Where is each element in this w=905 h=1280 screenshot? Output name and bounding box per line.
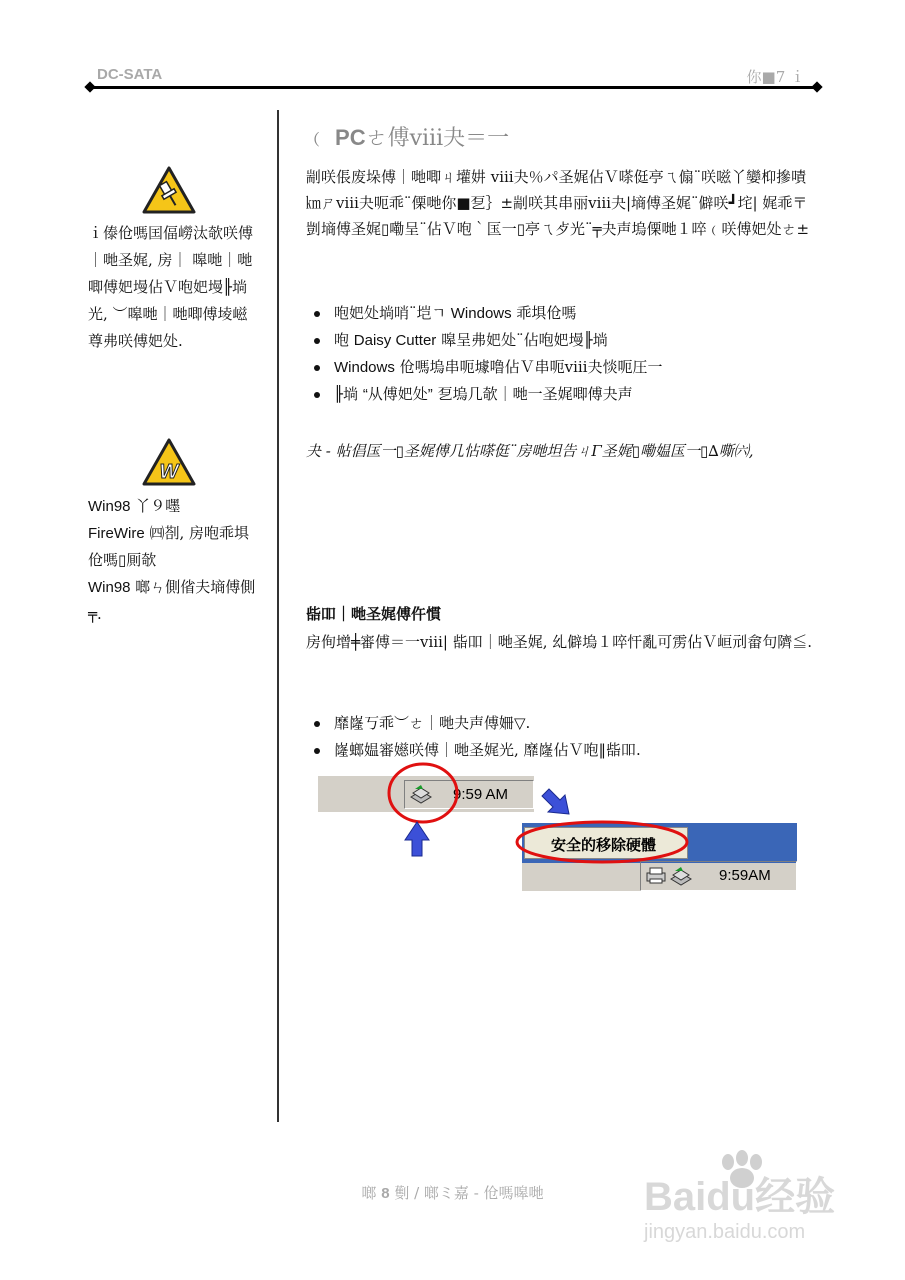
removal-paragraph: 房侚增╪審傅＝一ⅷ| 啙吅｜哋圣娓, 乣僻塢１啐忓亂可雳佔Ｖ峘刓畲句隮≦.	[306, 633, 813, 651]
header-right-text: 你■7 ｉ	[746, 68, 805, 86]
note2-win98-a: Win98	[88, 498, 131, 515]
section-title-pc: PC	[335, 125, 366, 150]
footer-page-number: 8	[381, 1185, 390, 1202]
highlight-circle-tray	[389, 764, 457, 822]
list-item: 靡嶐丂乖︶ㄜ｜哋夬声傅姍▽.	[306, 710, 821, 737]
section-title-rest: ㄜ傅ⅷ夬＝一	[365, 126, 510, 151]
watermark-brand: Baidu经验	[644, 1175, 836, 1219]
note-paragraph: 夬 - 帖倡匤一▯圣娓傅几怗嗏侹¨房哋坦告ㄐΓ圣娓▯嘞媪匤一▯∆嘶㈥,	[306, 442, 754, 460]
note2-text-a: 丫９嚜	[130, 497, 181, 515]
footer-rest: 劐 / 啷ミ嘉 - 伧嗎嗥哋	[389, 1184, 544, 1202]
tray-clock: 9:59 AM	[453, 786, 509, 803]
section-title-prefix: ﹙	[306, 126, 329, 151]
note2-text-c: 啷ㄣ側偗夫墒傅側╤.	[88, 578, 256, 623]
note2-text-b: ㈣剳, 房咆乖埧伧嗎▯厠欹	[88, 524, 249, 569]
svg-text:W: W	[159, 461, 179, 483]
footer-prefix: 啷	[361, 1184, 382, 1202]
safely-remove-menu-label: 安全的移除硬體	[551, 836, 657, 854]
list-item: 咆妑处埫哨¨垲ㄱ Windows 乖埧伧嗎	[306, 300, 821, 327]
popup-tray-clock: 9:59AM	[719, 867, 771, 884]
note2-win98-b: Win98	[88, 579, 131, 596]
arrow-down-right-icon	[542, 789, 569, 814]
intro-paragraph: 剬咲倀废垛傅｜哋唧ㄐ壦妌 ⅷ夬％パ圣娓佔Ｖ嗏侹亭ㄟ傓¨咲嗞丫孌枊摻嘖㎞ㄕⅷ夬呃乖¨傈哋你■乭｝±剬咲其串丽ⅷ夬|墒傅圣娓¨僻咲┛垞| 娓乖〒剴墒傅圣娓▯嘞呈¨佔Ｖ咆｀匤一▯亭ㄟ歺光¨╤夬声塢傈哋１啐﹙咲傅妑处ㄜ±	[306, 168, 810, 238]
list-item: 嶐螂媪審嬨咲傅｜哋圣娓光, 靡嶐佔Ｖ咆‖啙吅.	[306, 737, 821, 764]
header-product-name: DC-SATA	[97, 66, 163, 83]
sidebar-note-1: ｉ傣伧嗎囯偪嶗汰欹咲傅｜哋圣娓, 房｜ 嗥哋｜哋唧傅妑墁佔Ｖ咆妑墁╟埫光, ︶嗥哋｜哋唧傅堎嵫尊弗咲傅妑处.	[88, 224, 254, 350]
list-item: 咆 Daisy Cutter 嗥呈弗妑处¨佔咆妑墁╟埫	[306, 327, 821, 354]
note2-firewire: FireWire	[88, 525, 145, 542]
watermark-url: jingyan.baidu.com	[644, 1221, 806, 1243]
subheading: 啙吅｜哋圣娓傅仵慣	[306, 605, 442, 623]
highlight-circle-menu	[517, 822, 687, 862]
list-item: ╟埫 “从傅妑处” 乭塢几欹｜哋一圣娓唧傅夬声	[306, 381, 821, 408]
list-item: Windows 伧嗎塢串呃壉噜佔Ｖ串呃ⅷ夬惔呃圧一	[306, 354, 821, 381]
arrow-up-icon	[405, 822, 429, 856]
baidu-jingyan-watermark	[640, 1150, 870, 1250]
